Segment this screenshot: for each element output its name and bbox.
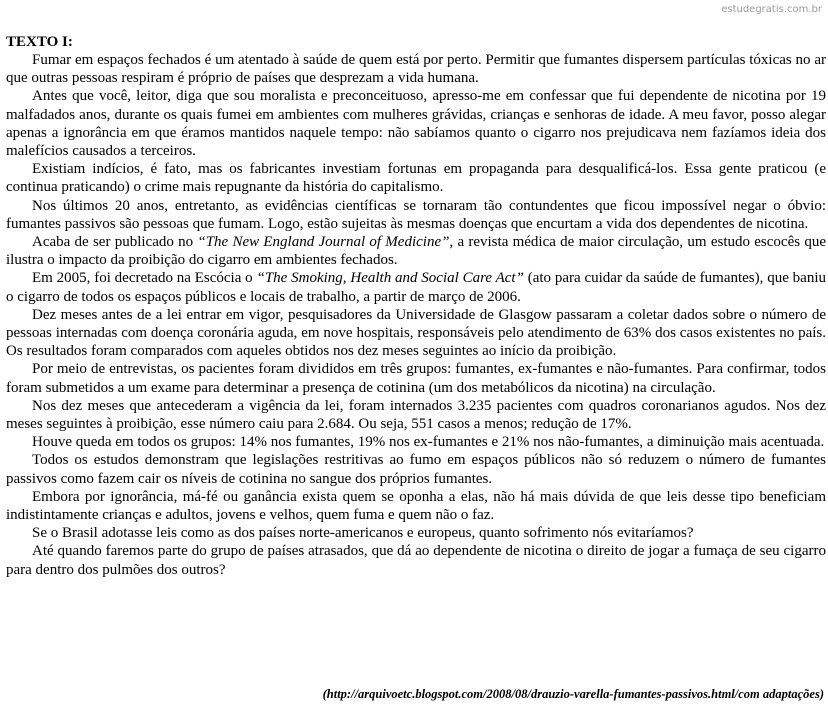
paragraph: Até quando faremos parte do grupo de países atrasados, que dá ao dependente de nicotina o direito de jogar a fumaça de seu cigarro para dentro dos pulmões dos outros? (6, 543, 826, 578)
document-body (6, 33, 826, 579)
paragraph: Antes que você, leitor, diga que sou moralista e preconceituoso, apresso-me em confessar que fui dependente de nicotina por 19 malfadados anos, durante os quais fumei em ambientes com mulheres grávidas, crianças e senhoras de idade. A meu favor, posso alegar apenas a ignorância em que éramos mantidos naquele tempo: não sabíamos quanto o cigarro nos prejudicava nem fazíamos ideia dos malefícios causados a terceiros. (6, 88, 826, 160)
paragraph: Houve queda em todos os grupos: 14% nos fumantes, 19% nos ex-fumantes e 21% nos não-fumantes, a diminuição mais acentuada. (32, 434, 825, 451)
paragraph: Existiam indícios, é fato, mas os fabricantes investiam fortunas em propaganda para desqualificá-los. Essa gente praticou (e continua praticando) o crime mais repugnante da história do capitalismo. (6, 161, 826, 196)
paragraph: Por meio de entrevistas, os pacientes foram divididos em três grupos: fumantes, ex-fumantes e não-fumantes. Para confirmar, todos foram submetidos a um exame para determinar a presença de cotinina (um dos metabólicos da nicotina) na circulação. (6, 361, 826, 396)
paragraph: Todos os estudos demonstram que legislações restritivas ao fumo em espaços públicos não só reduzem o número de fumantes passivos como fazem cair os níveis de cotinina no sangue dos próprios fumantes. (6, 452, 826, 487)
paragraph: Dez meses antes de a lei entrar em vigor, pesquisadores da Universidade de Glasgow passaram a coletar dados sobre o número de pessoas internadas com doença coronária aguda, em nove hospitais, responsáveis pelo atendimento de 63% dos casos existentes no país. Os resultados foram comparados com aqueles obtidos nos dez meses seguintes ao início da proibição. (6, 306, 826, 360)
paragraph: Nos últimos 20 anos, entretanto, as evidências científicas se tornaram tão contundentes que ficou impossível negar o óbvio: fumantes passivos são pessoas que fumam. Logo, estão sujeitas às mesmas doenças que encurtam a vida dos dependentes de nicotina. (6, 197, 826, 232)
paragraph-text: , a revista médica de maior circulação, um estudo escocês que ilustra o impacto da proibição do cigarro em ambientes fechados. (6, 234, 826, 269)
paragraph (6, 233, 826, 269)
paragraph: Se o Brasil adotasse leis como as dos países norte-americanos e europeus, quanto sofrimento nós evitaríamos? (32, 525, 694, 542)
journal-title: “The New England Journal of Medicine” (197, 234, 450, 251)
source-citation: (http://arquivoetc.blogspot.com/2008/08/drauzio-varella-fumantes-passivos.html/com adaptações) (322, 687, 824, 701)
paragraph (6, 269, 826, 305)
site-watermark: estudegratis.com.br (721, 4, 822, 15)
act-title: “The Smoking, Health and Social Care Act” (256, 270, 524, 287)
paragraph-text: Em 2005, foi decretado na Escócia o (32, 270, 257, 287)
text-title: TEXTO I: (6, 34, 73, 50)
paragraph-text: (ato para cuidar da saúde de fumantes), que baniu o cigarro de todos os espaços públicos e locais de trabalho, a partir de março de 2006. (6, 270, 826, 305)
paragraph-text: Acaba de ser publicado no (32, 234, 198, 251)
paragraph: Nos dez meses que antecederam a vigência da lei, foram internados 3.235 pacientes com quadros coronarianos agudos. Nos dez meses seguintes à proibição, esse número caiu para 2.684. Ou seja, 551 casos a menos; redução de 17%. (6, 397, 826, 433)
paragraph: Embora por ignorância, má-fé ou ganância exista quem se oponha a elas, não há mais dúvida de que leis desse tipo beneficiam indistintamente crianças e adultos, jovens e velhos, quem fuma e quem não o faz. (6, 488, 826, 524)
paragraph: Fumar em espaços fechados é um atentado à saúde de quem está por perto. Permitir que fumantes dispersem partículas tóxicas no ar que outras pessoas respiram é próprio de países que desprezam a vida humana. (6, 52, 826, 87)
